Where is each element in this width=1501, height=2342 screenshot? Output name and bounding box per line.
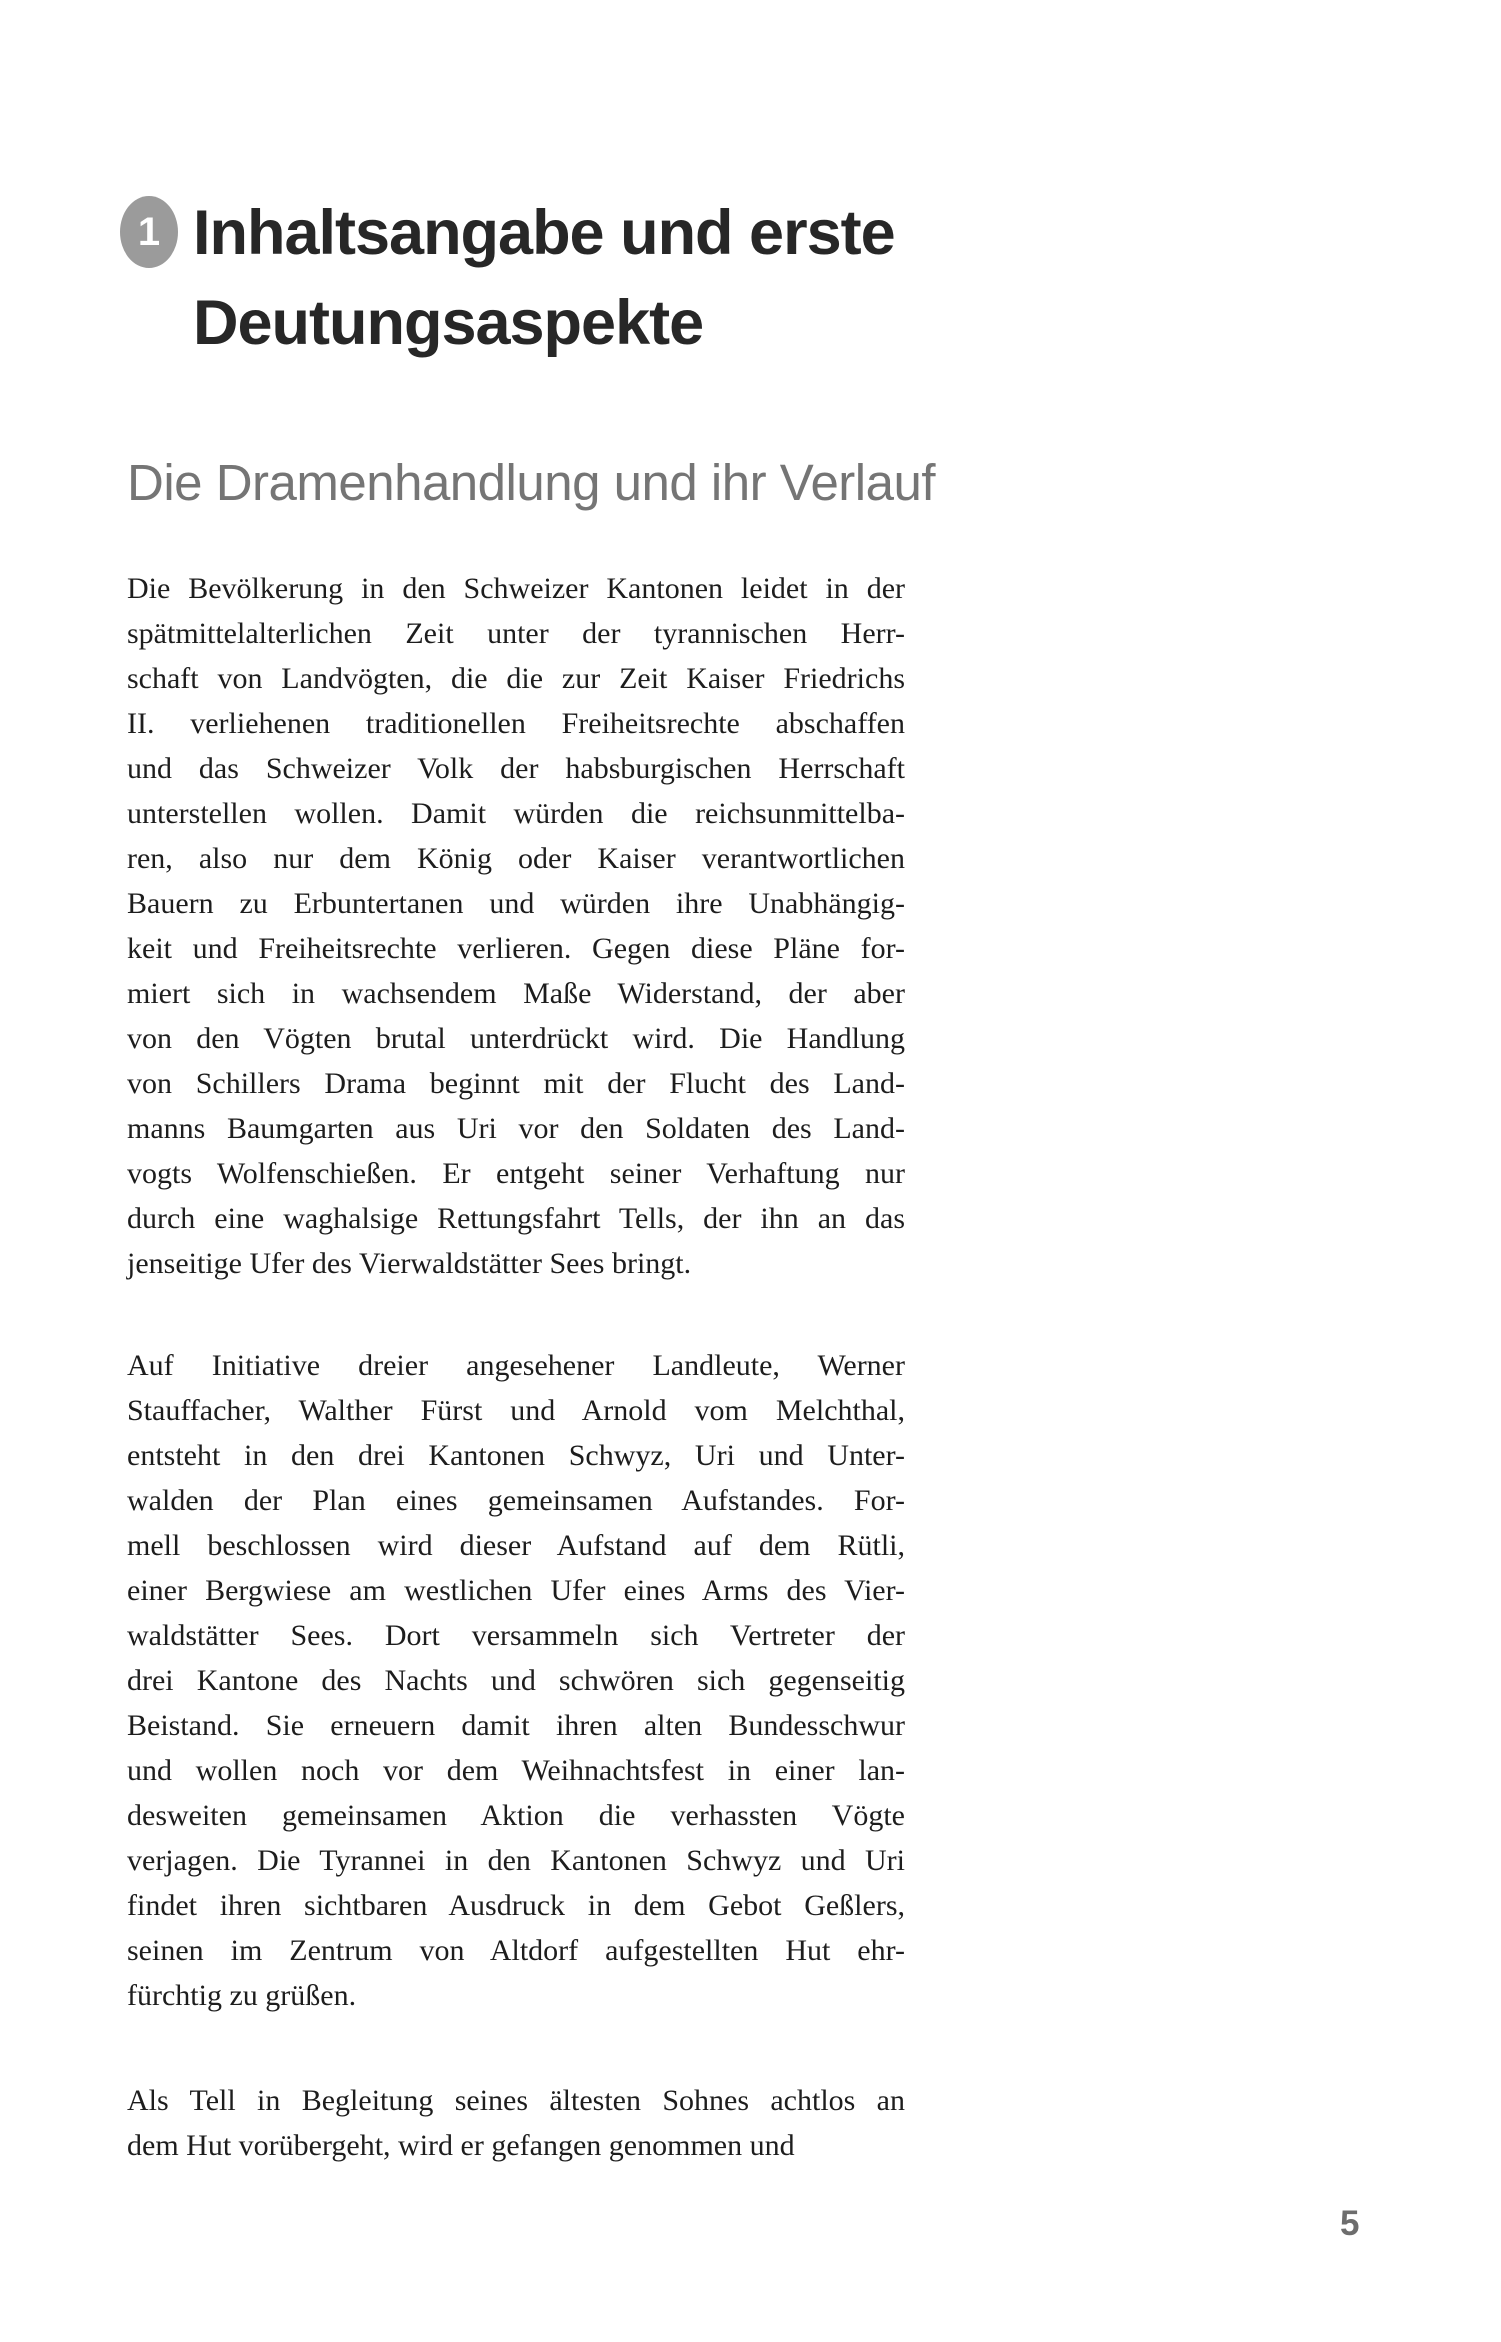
- text-line: Stauffacher, Walther Fürst und Arnold vom Melchthal,: [127, 1394, 905, 1427]
- text-line: findet ihren sichtbaren Ausdruck in dem Gebot Geßlers,: [127, 1889, 905, 1922]
- text-line: schaft von Landvögten, die die zur Zeit Kaiser Friedrichs: [127, 662, 905, 695]
- text-line: Deutungsaspekte: [193, 288, 704, 358]
- paragraph-plot-summary-3: [127, 2078, 905, 2168]
- text-line: Bauern zu Erbuntertanen und würden ihre Unabhängig-: [127, 887, 905, 920]
- text-line: ren, also nur dem König oder Kaiser verantwortlichen: [127, 842, 905, 875]
- paragraph-plot-summary-2: [127, 1343, 905, 2018]
- text-line: Die Bevölkerung in den Schweizer Kantonen leidet in der: [127, 572, 905, 605]
- text-line: waldstätter Sees. Dort versammeln sich Vertreter der: [127, 1619, 905, 1652]
- paragraph-plot-summary-1: [127, 566, 905, 1286]
- text-line: von den Vögten brutal unterdrückt wird. Die Handlung: [127, 1022, 905, 1055]
- text-line: II. verliehenen traditionellen Freiheitsrechte abschaffen: [127, 707, 905, 740]
- text-line: fürchtig zu grüßen.: [127, 1979, 357, 2012]
- text-line: Als Tell in Begleitung seines ältesten Sohnes achtlos an: [127, 2084, 905, 2117]
- text-line: unterstellen wollen. Damit würden die reichsunmittelba-: [127, 797, 905, 830]
- text-line: seinen im Zentrum von Altdorf aufgestellten Hut ehr-: [127, 1934, 905, 1967]
- text-line: dem Hut vorübergeht, wird er gefangen genommen und: [127, 2129, 795, 2162]
- text-line: einer Bergwiese am westlichen Ufer eines Arms des Vier-: [127, 1574, 905, 1607]
- chapter-number: 1: [137, 209, 161, 254]
- page-number: 5: [1340, 2204, 1360, 2243]
- text-line: miert sich in wachsendem Maße Widerstand, der aber: [127, 977, 905, 1010]
- text-line: und das Schweizer Volk der habsburgischen Herrschaft: [127, 752, 905, 785]
- text-line: vogts Wolfenschießen. Er entgeht seiner Verhaftung nur: [127, 1157, 905, 1190]
- section-subtitle: Die Dramenhandlung und ihr Verlauf: [127, 454, 936, 511]
- text-line: desweiten gemeinsamen Aktion die verhassten Vögte: [127, 1799, 905, 1832]
- text-line: manns Baumgarten aus Uri vor den Soldaten des Land-: [127, 1112, 905, 1145]
- text-line: durch eine waghalsige Rettungsfahrt Tells, der ihn an das: [127, 1202, 905, 1235]
- text-line: und wollen noch vor dem Weihnachtsfest in einer lan-: [127, 1754, 905, 1787]
- text-line: jenseitige Ufer des Vierwaldstätter Sees bringt.: [127, 1247, 692, 1280]
- chapter-title: [193, 188, 1193, 368]
- text-line: walden der Plan eines gemeinsamen Aufstandes. For-: [127, 1484, 905, 1517]
- text-line: verjagen. Die Tyrannei in den Kantonen Schwyz und Uri: [127, 1844, 905, 1877]
- text-line: Auf Initiative dreier angesehener Landleute, Werner: [127, 1349, 905, 1382]
- text-line: von Schillers Drama beginnt mit der Flucht des Land-: [127, 1067, 905, 1100]
- chapter-number-badge: [120, 196, 178, 268]
- text-line: entsteht in den drei Kantonen Schwyz, Uri und Unter-: [127, 1439, 905, 1472]
- text-line: drei Kantone des Nachts und schwören sich gegenseitig: [127, 1664, 905, 1697]
- text-line: spätmittelalterlichen Zeit unter der tyrannischen Herr-: [127, 617, 905, 650]
- text-line: mell beschlossen wird dieser Aufstand auf dem Rütli,: [127, 1529, 905, 1562]
- text-line: Beistand. Sie erneuern damit ihren alten Bundesschwur: [127, 1709, 905, 1742]
- text-line: Inhaltsangabe und erste: [193, 198, 895, 268]
- text-line: keit und Freiheitsrechte verlieren. Gegen diese Pläne for-: [127, 932, 905, 965]
